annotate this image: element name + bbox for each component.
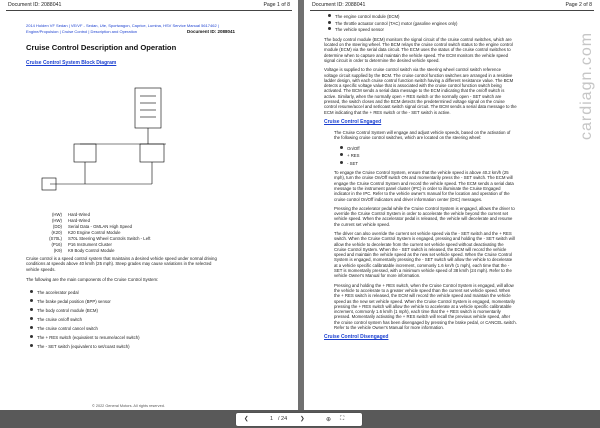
list-item: The engine control module (ECM) (328, 14, 594, 21)
bullet-icon (30, 299, 33, 302)
bullet-icon (30, 317, 33, 320)
header-divider (6, 10, 292, 11)
set-switch-paragraph: The driver can also override the current set vehicle speed via the - SET switch and the + RES switch. When the Cruise Control System is engaged, pressing and holding the - SET switch will allow the vehicle to decelerate from the current set vehicle speed without deactivating the Cruise Control System. When the - SET switch is released, the ECM will record the vehicle speed and maintain the vehicle speed as the new set vehicle speed. When the Cruise Control System is engaged, momentarily pressing the - SET switch will allow the vehicle to decelerate at a vehicle specific calibratable increment, commonly 1.6 km/h (1 mph), each time that the - SET is momentarily pressed, with a minimum vehicle speed of 38 km/h (24 mph). Refer to the vehicle Owner's Manual for more information. (334, 231, 515, 279)
switch-list (340, 145, 594, 168)
copyright-footer: © 2022 General Motors. All rights reserved. (92, 404, 165, 408)
bcm-paragraph: The body control module (BCM) monitors the signal circuit of the cruise control switches, which are located on the steering wheel. The BCM relays the cruise control switch status to the engine control module (ECM) via the serial data circuit. The ECM uses the status of the cruise control switches to determine when to capture and maintain the vehicle speed. The ECM monitors the vehicle speed signal circuit in order to determine the desired vehicle speed. (324, 36, 513, 63)
voltage-paragraph: Voltage is supplied to the cruise control switch via the steering wheel control switch reference voltage circuit supplied by the BCM. The cruise control function switches are arranged in a resistive ladder design, with each cruise control function switch having a different resistance value. The BCM detects a specific voltage value that is associated with the cruise control function switch being activated. The BCM sends a serial data message to the ECM indicating that the on/off switch is active. Similarly, when the normally open + RES switch or the normally open - SET switch are pressed, the switch closes and the BCM detects the predetermined voltage signal on the cruise control resume/accel and set/coast switch signal circuit. The BCM sends a serial data message to the ECM indicating that the + RES switch or the - SET switch is active. (324, 67, 517, 115)
bullet-icon (328, 27, 331, 30)
components-list (30, 288, 140, 351)
page-title: Cruise Control Description and Operation (26, 43, 177, 52)
list-item: The brake pedal position (BPP) sensor (30, 297, 140, 306)
list-item: The body control module (BCM) (30, 306, 140, 315)
legend-code: (P16) (51, 242, 62, 247)
legend-list (40, 212, 150, 254)
legend-label: Hard-Wired (68, 212, 90, 217)
list-item: The cruise on/off switch (30, 315, 140, 324)
zoom-in-icon[interactable]: ⊕ (326, 417, 332, 423)
list-item: On/Off (340, 145, 594, 153)
list-item: + RES (340, 152, 594, 160)
legend-code: (DD) (52, 224, 62, 229)
document-page-2 (304, 0, 600, 410)
document-id: Document ID: 2088041 (312, 2, 366, 8)
breadcrumb-path[interactable]: Engine/Propulsion | Cruise Control | Description and Operation (26, 29, 138, 34)
engaged-intro: The Cruise Control System will engage and adjust vehicle speeds, based on the activation of the following cruise control switches, which are located on the steering wheel: (334, 129, 511, 141)
bullet-icon (30, 290, 33, 293)
legend-code: (HW) (51, 218, 62, 223)
document-id: Document ID: 2088041 (8, 2, 62, 8)
total-pages: / 24 (278, 416, 288, 422)
section-cruise-engaged[interactable]: Cruise Control Engaged (324, 118, 382, 125)
document-page-1 (0, 0, 298, 410)
section-cruise-disengaged[interactable]: Cruise Control Disengaged (324, 334, 389, 341)
legend-label: S70L Steering Wheel Controls Switch - Left (68, 236, 151, 241)
diagram-box-k9 (140, 144, 164, 162)
fullscreen-icon[interactable]: ⛶ (340, 416, 345, 422)
bullet-icon (30, 326, 33, 329)
legend-label: K9 Body Control Module (68, 248, 115, 253)
bullet-icon (30, 344, 33, 347)
current-page[interactable]: 1 (270, 416, 274, 422)
legend-label: Serial Data - GMLAN High Speed (68, 224, 133, 229)
header-divider (310, 10, 594, 11)
diagram-box-s70l (135, 88, 161, 128)
legend-code: (S70L) (49, 236, 62, 241)
legend-code: (K9) (53, 248, 62, 253)
page-number: Page 2 of 8 (565, 2, 592, 8)
breadcrumb-doc-id: Document ID: 2088041 (187, 29, 236, 34)
page-number: Page 1 of 8 (263, 2, 290, 8)
bullet-icon (30, 335, 33, 338)
bullet-icon (340, 146, 343, 149)
list-item: The cruise control cancel switch (30, 324, 140, 333)
legend-label: P16 Instrument Cluster (68, 242, 112, 247)
bullet-icon (328, 21, 331, 24)
block-diagram (40, 66, 190, 200)
bullet-icon (340, 161, 343, 164)
list-item: The accelerator pedal (30, 288, 140, 297)
page-2-body (324, 14, 594, 345)
prev-page-button[interactable]: ❮ (244, 416, 249, 422)
list-item: The throttle actuator control (TAC) motor (gasoline engines only) (328, 21, 594, 28)
intro-paragraph: Cruise control is a speed control system that maintains a desired vehicle speed under normal driving conditions at speeds above 40 km/h (25 mph). Steep grades may cause variations in the selected vehicle speeds. (26, 256, 217, 272)
list-item: The + RES switch (equivalent to resume/accel switch) (30, 333, 140, 342)
block-diagram-link[interactable]: Cruise Control System Block Diagram (26, 60, 117, 66)
res-switch-paragraph: Pressing and holding the + RES switch, when the Cruise Control System is engaged, will allow the vehicle to accelerate to a greater vehicle speed than the current set vehicle speed. When the + RES switch is released, the ECM will record the vehicle speed and maintain the vehicle speed as the new set vehicle speed. When the Cruise Control System is engaged, momentarily pressing the + RES switch will allow the vehicle to accelerate at a vehicle specific calibratable increment, commonly 1.6 km/h (1 mph), each time that the + RES switch is momentarily pressed. Momentarily activating the + RES switch will recall the previous vehicle speed, after the cruise control system has been disengaged by pressing the brake pedal, or CANCEL switch. Refer to the vehicle Owner's Manual for more information. (334, 282, 517, 331)
bullet-icon (328, 14, 331, 17)
legend-code: (K20) (51, 230, 62, 235)
next-page-button[interactable]: ❯ (300, 416, 305, 422)
override-paragraph: Pressing the accelerator pedal while the Cruise Control System is engaged, allows the driver to override the Cruise Control System in order to accelerate the vehicle beyond the current set vehicle speed. When the accelerator pedal is released, the vehicle will decelerate and resume the current set vehicle speed. (334, 205, 515, 227)
bullet-icon (340, 153, 343, 156)
bullet-icon (30, 308, 33, 311)
breadcrumb[interactable]: 2014 Holden VF Sedan | VE/VF - Sedan, Ute, Sportwagon, Caprice, Lumina, HSV Service Manual 5617462 | (26, 23, 219, 28)
engage-paragraph: To engage the Cruise Control System, ensure that the vehicle speed is above 40.2 km/h (25 mph), turn the cruise On/Off switch ON and momentarily press the - SET switch. The ECM will engage the Cruise Control System and record the vehicle speed. The ECM sends a serial data message to the instrument panel cluster (IPC) in order to illuminate the Cruise Engaged indicator in the IPC. Refer to the vehicle owner's manual for the location and operation of the cruise control On/Off indicators and driver information center (DIC) messages. (334, 170, 514, 202)
list-item: The - SET switch (equivalent to set/coast switch) (30, 342, 140, 351)
watermark: cardiagn.com (578, 31, 595, 140)
components-list-continued (328, 14, 594, 34)
list-item: The vehicle speed sensor (328, 27, 594, 34)
legend-label: Hard-Wired (68, 218, 90, 223)
legend-item (40, 248, 150, 254)
list-item: - SET (340, 160, 594, 168)
page-navigation (236, 413, 362, 426)
legend-code: (HW) (51, 212, 62, 217)
components-intro: The following are the main components of the Cruise Control System: (26, 277, 159, 282)
legend-label: K20 Engine Control Module (68, 230, 121, 235)
diagram-box-k20 (74, 144, 96, 162)
